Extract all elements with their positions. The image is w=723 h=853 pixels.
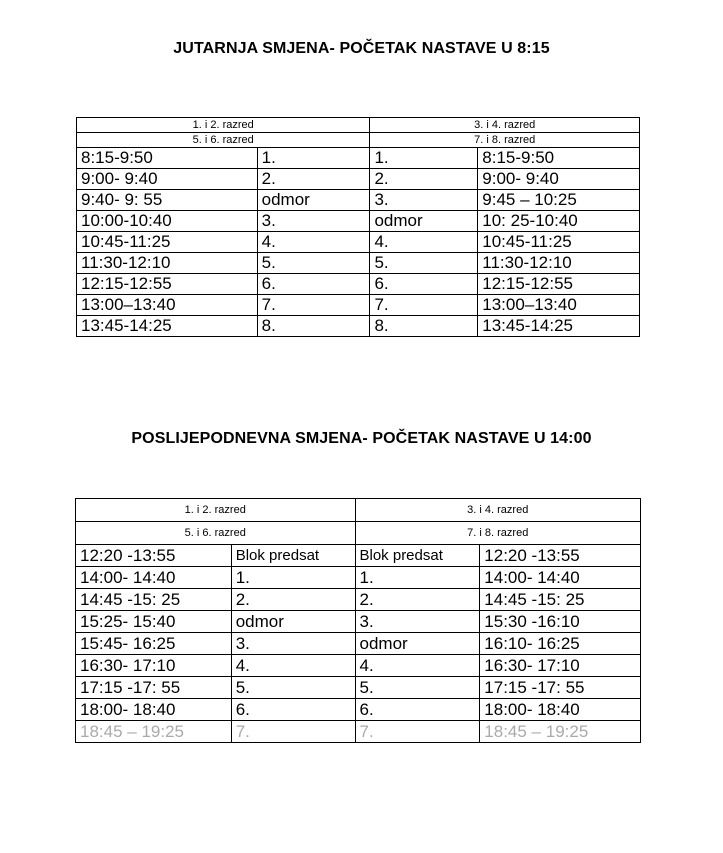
time-cell: 12:15-12:55	[478, 274, 640, 295]
time-cell: 13:45-14:25	[478, 316, 640, 337]
period-cell: Blok predsat	[355, 545, 480, 567]
time-cell: 18:00- 18:40	[76, 699, 232, 721]
time-cell: 18:45 – 19:25	[480, 721, 641, 743]
period-cell: 4.	[355, 655, 480, 677]
afternoon-shift-title: POSLIJEPODNEVNA SMJENA- POČETAK NASTAVE U 14:00	[131, 430, 592, 447]
time-cell: 9:45 – 10:25	[478, 190, 640, 211]
period-cell: 3.	[231, 633, 355, 655]
grade-header: 7. i 8. razred	[370, 133, 640, 148]
schedule-row	[77, 169, 640, 190]
period-cell: 5.	[355, 677, 480, 699]
period-cell: 5.	[257, 253, 370, 274]
time-cell: 10:45-11:25	[77, 232, 258, 253]
time-cell: 14:45 -15: 25	[480, 589, 641, 611]
schedule-row	[76, 567, 641, 589]
grade-header-row	[77, 133, 640, 148]
period-cell: 3.	[355, 611, 480, 633]
grade-header-row	[77, 118, 640, 133]
morning-schedule-table	[76, 117, 640, 337]
grade-header: 7. i 8. razred	[355, 522, 641, 545]
period-cell: 7.	[370, 295, 478, 316]
schedule-row	[76, 611, 641, 633]
schedule-row	[76, 633, 641, 655]
schedule-row	[76, 589, 641, 611]
period-cell: 1.	[257, 148, 370, 169]
grade-header: 1. i 2. razred	[76, 499, 356, 522]
grade-header: 5. i 6. razred	[76, 522, 356, 545]
period-cell: 8.	[257, 316, 370, 337]
time-cell: 17:15 -17: 55	[76, 677, 232, 699]
period-cell: 6.	[355, 699, 480, 721]
schedule-row	[77, 211, 640, 232]
time-cell: 12:20 -13:55	[480, 545, 641, 567]
period-cell: 5.	[231, 677, 355, 699]
period-cell: 2.	[257, 169, 370, 190]
time-cell: 12:15-12:55	[77, 274, 258, 295]
period-cell: 6.	[231, 699, 355, 721]
schedule-row	[77, 295, 640, 316]
time-cell: 8:15-9:50	[478, 148, 640, 169]
time-cell: 11:30-12:10	[77, 253, 258, 274]
time-cell: 13:00–13:40	[77, 295, 258, 316]
time-cell: 18:00- 18:40	[480, 699, 641, 721]
period-cell: 6.	[370, 274, 478, 295]
period-cell: 1.	[355, 567, 480, 589]
schedule-row	[76, 545, 641, 567]
schedule-row	[76, 721, 641, 743]
period-cell: 4.	[370, 232, 478, 253]
period-cell: 7.	[257, 295, 370, 316]
period-cell: 2.	[370, 169, 478, 190]
time-cell: 8:15-9:50	[77, 148, 258, 169]
time-cell: 10:00-10:40	[77, 211, 258, 232]
schedule-row	[77, 190, 640, 211]
time-cell: 11:30-12:10	[478, 253, 640, 274]
period-cell: 7.	[355, 721, 480, 743]
time-cell: 15:30 -16:10	[480, 611, 641, 633]
time-cell: 13:00–13:40	[478, 295, 640, 316]
period-cell: 3.	[257, 211, 370, 232]
schedule-row	[77, 148, 640, 169]
period-cell: odmor	[355, 633, 480, 655]
schedule-row	[77, 253, 640, 274]
period-cell: 7.	[231, 721, 355, 743]
time-cell: 14:45 -15: 25	[76, 589, 232, 611]
period-cell: 6.	[257, 274, 370, 295]
period-cell: 3.	[370, 190, 478, 211]
schedule-row	[76, 677, 641, 699]
period-cell: odmor	[370, 211, 478, 232]
schedule-row	[77, 316, 640, 337]
schedule-row	[77, 274, 640, 295]
grade-header-row	[76, 522, 641, 545]
time-cell: 18:45 – 19:25	[76, 721, 232, 743]
time-cell: 9:00- 9:40	[478, 169, 640, 190]
time-cell: 10:45-11:25	[478, 232, 640, 253]
time-cell: 9:40- 9: 55	[77, 190, 258, 211]
morning-shift-title: JUTARNJA SMJENA- POČETAK NASTAVE U 8:15	[173, 40, 550, 57]
time-cell: 15:45- 16:25	[76, 633, 232, 655]
time-cell: 14:00- 14:40	[76, 567, 232, 589]
time-cell: 13:45-14:25	[77, 316, 258, 337]
time-cell: 16:10- 16:25	[480, 633, 641, 655]
afternoon-schedule-table	[75, 498, 641, 743]
grade-header: 3. i 4. razred	[355, 499, 641, 522]
time-cell: 9:00- 9:40	[77, 169, 258, 190]
period-cell: 2.	[355, 589, 480, 611]
time-cell: 16:30- 17:10	[76, 655, 232, 677]
time-cell: 17:15 -17: 55	[480, 677, 641, 699]
time-cell: 12:20 -13:55	[76, 545, 232, 567]
time-cell: 10: 25-10:40	[478, 211, 640, 232]
period-cell: 1.	[370, 148, 478, 169]
period-cell: 1.	[231, 567, 355, 589]
schedule-row	[77, 232, 640, 253]
grade-header: 1. i 2. razred	[77, 118, 370, 133]
period-cell: 4.	[257, 232, 370, 253]
schedule-row	[76, 655, 641, 677]
period-cell: odmor	[257, 190, 370, 211]
time-cell: 15:25- 15:40	[76, 611, 232, 633]
period-cell: 8.	[370, 316, 478, 337]
period-cell: Blok predsat	[231, 545, 355, 567]
grade-header: 5. i 6. razred	[77, 133, 370, 148]
schedule-row	[76, 699, 641, 721]
grade-header-row	[76, 499, 641, 522]
period-cell: 2.	[231, 589, 355, 611]
grade-header: 3. i 4. razred	[370, 118, 640, 133]
time-cell: 14:00- 14:40	[480, 567, 641, 589]
period-cell: 5.	[370, 253, 478, 274]
period-cell: 4.	[231, 655, 355, 677]
time-cell: 16:30- 17:10	[480, 655, 641, 677]
period-cell: odmor	[231, 611, 355, 633]
